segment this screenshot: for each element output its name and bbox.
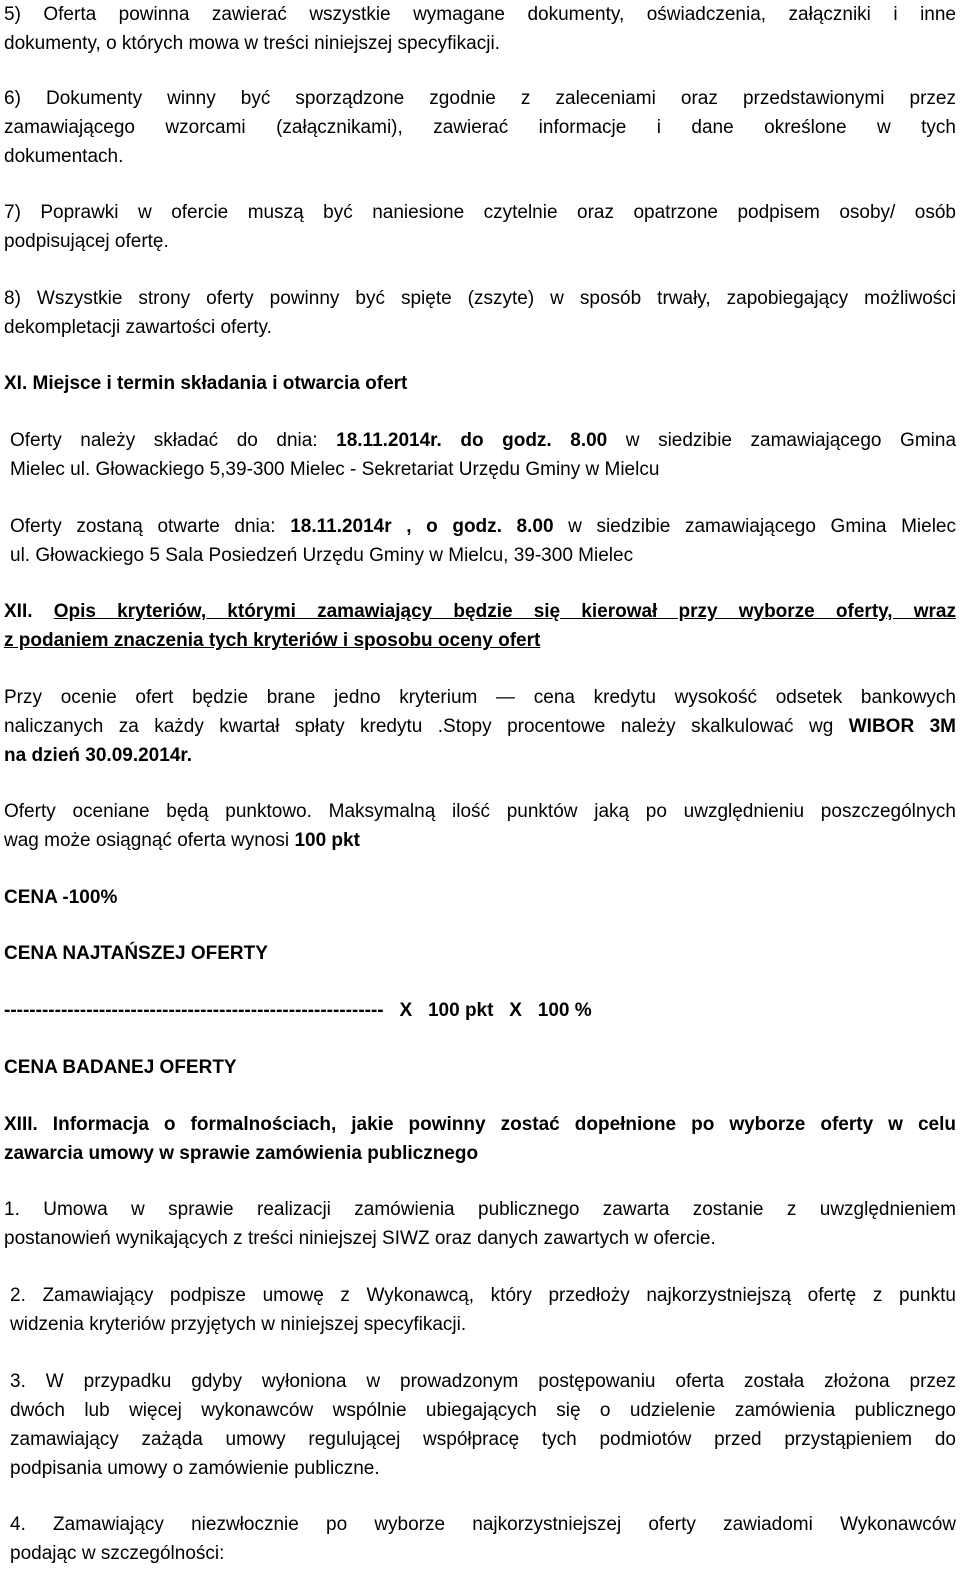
- paragraph-8-line-1: 8) Wszystkie strony oferty powinny być spięte (zszyte) w sposób trwały, zapobiegający możliwości: [4, 288, 956, 309]
- item-3-line-3: zamawiający zażąda umowy regulującej współpracę tych podmiotów przed przystąpieniem do: [10, 1429, 956, 1450]
- submission-deadline-place: w siedzibie zamawiającego Gmina: [607, 430, 957, 451]
- opening-date-place: w siedzibie zamawiającego Gmina Mielec: [553, 516, 957, 537]
- item-1: [4, 1195, 956, 1253]
- item-4-line-2: podając w szczególności:: [10, 1543, 225, 1564]
- item-1-line-2: postanowień wynikających z treści niniejszej SIWZ oraz danych zawartych w ofercie.: [4, 1228, 716, 1249]
- paragraph-7: [4, 198, 956, 256]
- paragraph-8: [4, 284, 956, 342]
- criterion-date: na dzień 30.09.2014r.: [4, 745, 193, 766]
- submission-deadline: [10, 426, 956, 484]
- criterion-line-2: naliczanych za każdy kwartał spłaty kredytu .Stopy procentowe należy skalkulować wg: [4, 716, 849, 737]
- criterion-line-1: Przy ocenie ofert będzie brane jedno kryterium — cena kredytu wysokość odsetek bankowych: [4, 687, 956, 708]
- submission-deadline-prefix: Oferty należy składać do dnia:: [10, 430, 337, 451]
- paragraph-6-line-3: dokumentach.: [4, 146, 124, 167]
- points-paragraph: [4, 797, 956, 855]
- points-line-2: wag może osiągnąć oferta wynosi: [4, 830, 295, 851]
- section-xi-heading: XI. Miejsce i termin składania i otwarcia ofert: [4, 373, 408, 394]
- section-xii-number: XII.: [4, 601, 54, 622]
- points-line-1: Oferty oceniane będą punktowo. Maksymalną ilość punktów jaką po uwzględnieniu poszczególnych: [4, 801, 956, 822]
- item-4-line-1: 4. Zamawiający niezwłocznie po wyborze najkorzystniejszej oferty zawiadomi Wykonawców: [10, 1514, 956, 1535]
- opening-date-date: 18.11.2014r , o godz. 8.00: [290, 516, 554, 537]
- formula-numerator: CENA NAJTAŃSZEJ OFERTY: [4, 943, 268, 964]
- criterion-wibor: WIBOR 3M: [848, 716, 957, 737]
- item-2: [10, 1281, 956, 1339]
- opening-date-address: ul. Głowackiego 5 Sala Posiedzeń Urzędu Gminy w Mielcu, 39-300 Mielec: [10, 545, 634, 566]
- item-2-line-2: widzenia kryteriów przyjętych w niniejszej specyfikacji.: [10, 1314, 467, 1335]
- submission-deadline-date: 18.11.2014r. do godz. 8.00: [336, 430, 608, 451]
- paragraph-5-line-2: dokumenty, o których mowa w treści niniejszej specyfikacji.: [4, 33, 500, 54]
- paragraph-5: [4, 0, 956, 58]
- paragraph-6: [4, 84, 956, 171]
- paragraph-5-line-1: 5) Oferta powinna zawierać wszystkie wymagane dokumenty, oświadczenia, załączniki i inne: [4, 4, 956, 25]
- item-2-line-1: 2. Zamawiający podpisze umowę z Wykonawcą, który przedłoży najkorzystniejszą ofertę z punktu: [10, 1285, 956, 1306]
- section-xiii-title-line-2: zawarcia umowy w sprawie zamówienia publicznego: [4, 1143, 479, 1164]
- paragraph-6-line-2: zamawiającego wzorcami (załącznikami), zawierać informacje i dane określone w tych: [4, 117, 956, 138]
- item-3: [10, 1367, 956, 1483]
- paragraph-7-line-1: 7) Poprawki w ofercie muszą być naniesione czytelnie oraz opatrzone podpisem osoby/ osób: [4, 202, 956, 223]
- item-1-line-1: 1. Umowa w sprawie realizacji zamówienia publicznego zawarta zostanie z uwzględnieniem: [4, 1199, 956, 1220]
- paragraph-8-line-2: dekompletacji zawartości oferty.: [4, 317, 272, 338]
- opening-date: [10, 512, 956, 570]
- section-xiii-title-line-1: XIII. Informacja o formalnościach, jakie powinny zostać dopełnione po wyborze oferty w celu: [4, 1114, 956, 1135]
- paragraph-6-line-1: 6) Dokumenty winny być sporządzone zgodnie z zaleceniami oraz przedstawionymi przez: [4, 88, 956, 109]
- cena-weight: CENA -100%: [4, 887, 118, 908]
- formula-fraction-line: ------------------------------------------------------------ X 100 pkt X 100 %: [4, 1000, 592, 1021]
- formula-denominator: CENA BADANEJ OFERTY: [4, 1057, 237, 1078]
- criterion-paragraph: [4, 683, 956, 770]
- section-xiii-heading: [4, 1110, 956, 1168]
- section-xii-heading: [4, 597, 956, 655]
- paragraph-7-line-2: podpisującej ofertę.: [4, 231, 169, 252]
- item-3-line-1: 3. W przypadku gdyby wyłoniona w prowadzonym postępowaniu oferta została złożona przez: [10, 1371, 956, 1392]
- section-xii-title-line-2: z podaniem znaczenia tych kryteriów i sposobu oceny ofert: [4, 630, 541, 651]
- item-4: [10, 1510, 956, 1568]
- section-xii-title-line-1: Opis kryteriów, którymi zamawiający będzie się kierował przy wyborze oferty, wraz: [53, 601, 956, 622]
- opening-date-prefix: Oferty zostaną otwarte dnia:: [10, 516, 291, 537]
- item-3-line-4: podpisania umowy o zamówienie publiczne.: [10, 1458, 380, 1479]
- points-max: 100 pkt: [294, 830, 360, 851]
- item-3-line-2: dwóch lub więcej wykonawców wspólnie ubiegających się o udzielenie zamówienia publicznego: [10, 1400, 956, 1421]
- submission-deadline-address: Mielec ul. Głowackiego 5,39-300 Mielec - Sekretariat Urzędu Gminy w Mielcu: [10, 459, 660, 480]
